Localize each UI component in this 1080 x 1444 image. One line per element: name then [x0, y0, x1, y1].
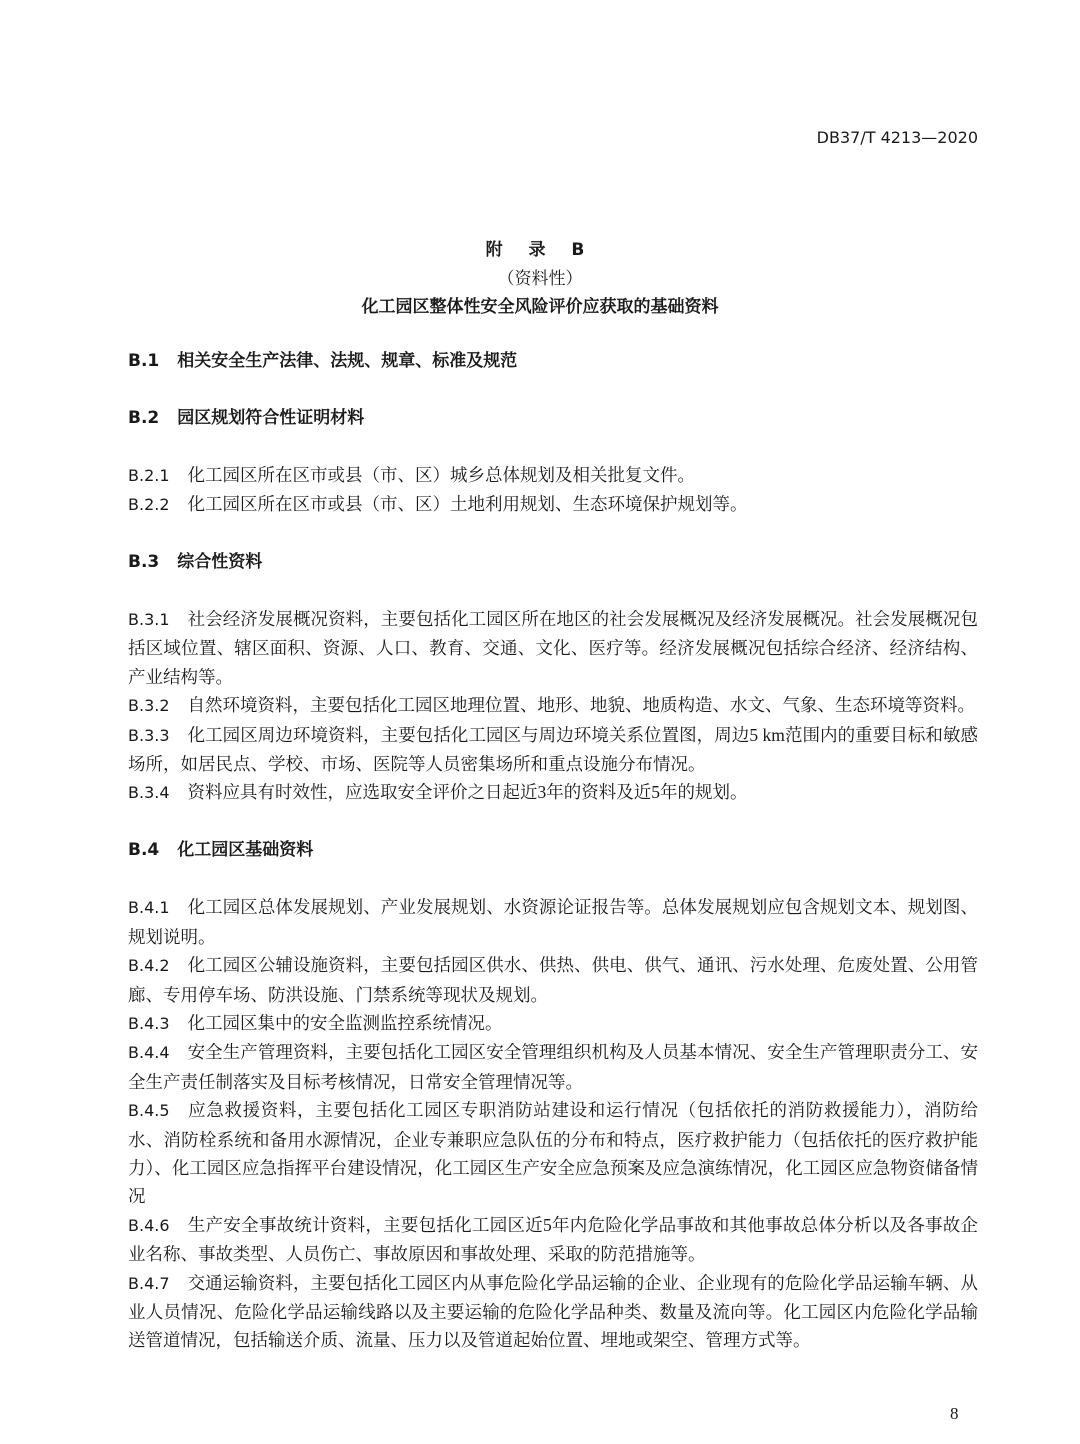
clause-text: 社会经济发展概况资料，主要包括化工园区所在地区的社会发展概况及经济发展概况。社会发展概况包括区域位置、辖区面积、资源、人口、教育、交通、文化、医疗等。经济发展概况包括综合经济、经济结构、产业结构等。: [128, 609, 978, 687]
section-number: B.4: [128, 840, 160, 861]
clause-number: B.4.3: [128, 1013, 170, 1033]
appendix-title-block: [0, 236, 1080, 322]
appendix-label: 附 录 B: [485, 240, 595, 260]
section-heading: [128, 347, 978, 375]
clause-number: B.3.2: [128, 696, 170, 716]
clause: [128, 951, 978, 1009]
clause: [128, 778, 978, 807]
clause-number: B.4.6: [128, 1215, 170, 1235]
section-heading: [128, 404, 978, 432]
clause-text: 资料应具有时效性，应选取安全评价之日起近3年的资料及近5年的规划。: [187, 782, 748, 803]
standard-code: DB37/T 4213—2020: [816, 128, 978, 147]
clause-text: 安全生产管理资料，主要包括化工园区安全管理组织机构及人员基本情况、安全生产管理职责分工、安全生产责任制落实及目标考核情况，日常安全管理情况等。: [128, 1042, 978, 1092]
section-title: 园区规划符合性证明材料: [177, 407, 365, 428]
section-title: 化工园区基础资料: [177, 840, 314, 861]
clause-text: 化工园区所在区市或县（市、区）土地利用规划、生态环境保护规划等。: [187, 494, 748, 515]
document-body: [128, 347, 978, 1355]
clause-number: B.3.3: [128, 725, 170, 745]
clause-text: 自然环境资料，主要包括化工园区地理位置、地形、地貌、地质构造、水文、气象、生态环境等资料。: [187, 695, 976, 716]
clause: [128, 1038, 978, 1096]
clause: [128, 1211, 978, 1269]
section-heading: [128, 548, 978, 576]
clause-number: B.2.2: [128, 495, 170, 515]
clause-number: B.4.1: [128, 898, 170, 918]
clause-text: 交通运输资料，主要包括化工园区内从事危险化学品运输的企业、企业现有的危险化学品运输车辆、从业人员情况、危险化学品运输线路以及主要运输的危险化学品种类、数量及流向等。化工园区内危险化学品输送管道情况，包括输送介质、流量、压力以及管道起始位置、埋地或架空、管理方式等。: [128, 1272, 978, 1351]
appendix-title: 化工园区整体性安全风险评价应获取的基础资料: [361, 297, 719, 317]
clause-text: 化工园区集中的安全监测监控系统情况。: [187, 1012, 503, 1033]
clause-text: 化工园区周边环境资料，主要包括化工园区与周边环境关系位置图，周边5 km范围内的重要目标和敏感场所，如居民点、学校、市场、医院等人员密集场所和重点设施分布情况。: [128, 724, 978, 775]
clause: [128, 1009, 978, 1038]
clause-text: 生产安全事故统计资料，主要包括化工园区近5年内危险化学品事故和其他事故总体分析以及各事故企业名称、事故类型、人员伤亡、事故原因和事故处理、采取的防范措施等。: [128, 1214, 978, 1265]
clause: [128, 721, 978, 779]
page-number: 8: [950, 1404, 959, 1423]
clause: [128, 691, 978, 720]
clause-number: B.3.1: [128, 610, 170, 630]
clause-number: B.4.4: [128, 1043, 170, 1063]
clause-number: B.3.4: [128, 783, 170, 803]
clause-number: B.4.7: [128, 1273, 170, 1293]
section-number: B.3: [128, 552, 160, 573]
clause: [128, 461, 978, 490]
clause: [128, 490, 978, 519]
clause-text: 化工园区总体发展规划、产业发展规划、水资源论证报告等。总体发展规划应包含规划文本、规划图、规划说明。: [128, 897, 978, 947]
clause-number: B.2.1: [128, 465, 170, 485]
clause-number: B.4.5: [128, 1101, 170, 1121]
clause-text: 化工园区所在区市或县（市、区）城乡总体规划及相关批复文件。: [187, 464, 696, 485]
clause: [128, 1269, 978, 1355]
clause: [128, 1096, 978, 1211]
clause: [128, 893, 978, 951]
clause-text: 应急救援资料，主要包括化工园区专职消防站建设和运行情况（包括依托的消防救援能力），消防给水、消防栓系统和备用水源情况，企业专兼职应急队伍的分布和特点，医疗救护能力（包括依托的医疗救护能力）、化工园区应急指挥平台建设情况，化工园区生产安全应急预案及应急演练情况，化工园区应急物资储备情况: [128, 1100, 978, 1207]
section-title: 相关安全生产法律、法规、规章、标准及规范: [177, 351, 518, 371]
section-number: B.2: [128, 407, 160, 428]
section-number: B.1: [128, 351, 160, 371]
clause-text: 化工园区公辅设施资料，主要包括园区供水、供热、供电、供气、通讯、污水处理、危废处置、公用管廊、专用停车场、防洪设施、门禁系统等现状及规划。: [128, 955, 978, 1005]
clause: [128, 605, 978, 691]
section-heading: [128, 836, 978, 864]
clause-number: B.4.2: [128, 956, 170, 976]
section-title: 综合性资料: [177, 552, 263, 573]
appendix-nature: （资料性）: [497, 268, 583, 289]
